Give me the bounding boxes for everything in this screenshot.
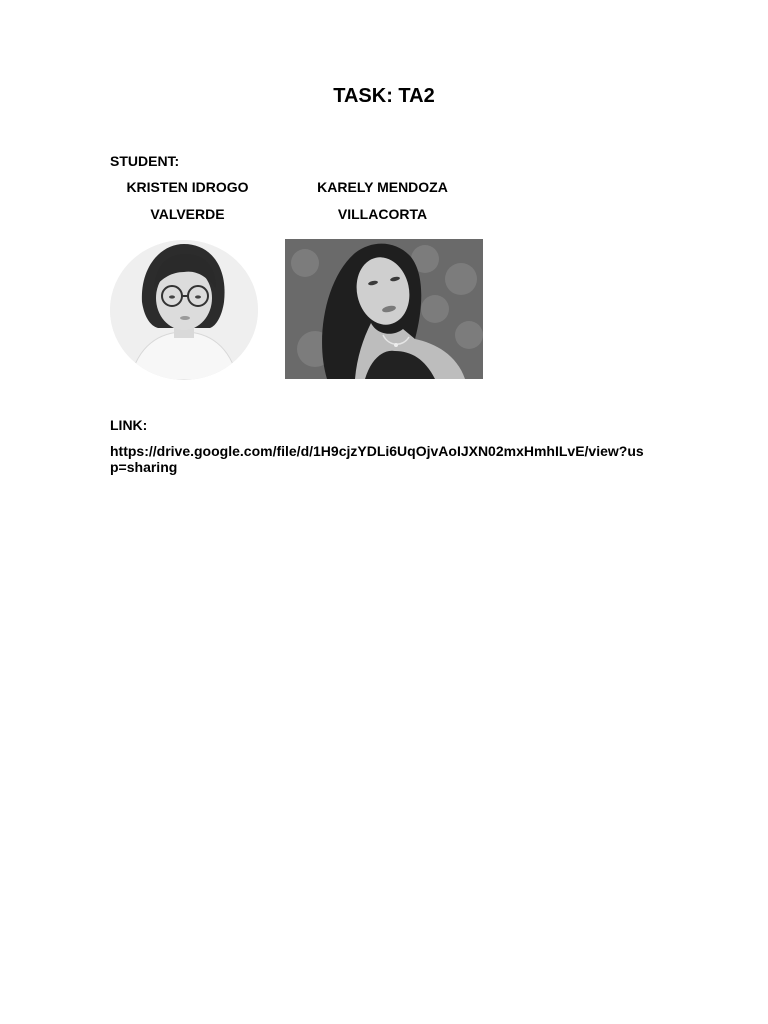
person-photo-icon xyxy=(285,239,483,379)
student-2-name-line-1: KARELY MENDOZA xyxy=(317,179,448,195)
page-title: TASK: TA2 xyxy=(333,85,435,107)
student-1-photo xyxy=(110,240,258,380)
student-label: STUDENT: xyxy=(110,153,180,169)
student-1-name-line-2: VALVERDE xyxy=(150,206,225,222)
student-name-1 xyxy=(110,174,265,228)
student-name-2 xyxy=(290,174,475,228)
student-2-photo xyxy=(285,239,483,379)
student-1-name-line-1: KRISTEN IDROGO xyxy=(126,179,249,195)
student-2-name-line-2: VILLACORTA xyxy=(337,206,428,222)
link-label: LINK: xyxy=(110,417,148,433)
person-photo-icon xyxy=(110,240,258,380)
drive-link[interactable]: https://drive.google.com/file/d/1H9cjzYDLi6UqOjvAoIJXN02mxHmhILvE/view?usp=sharing xyxy=(110,443,644,475)
